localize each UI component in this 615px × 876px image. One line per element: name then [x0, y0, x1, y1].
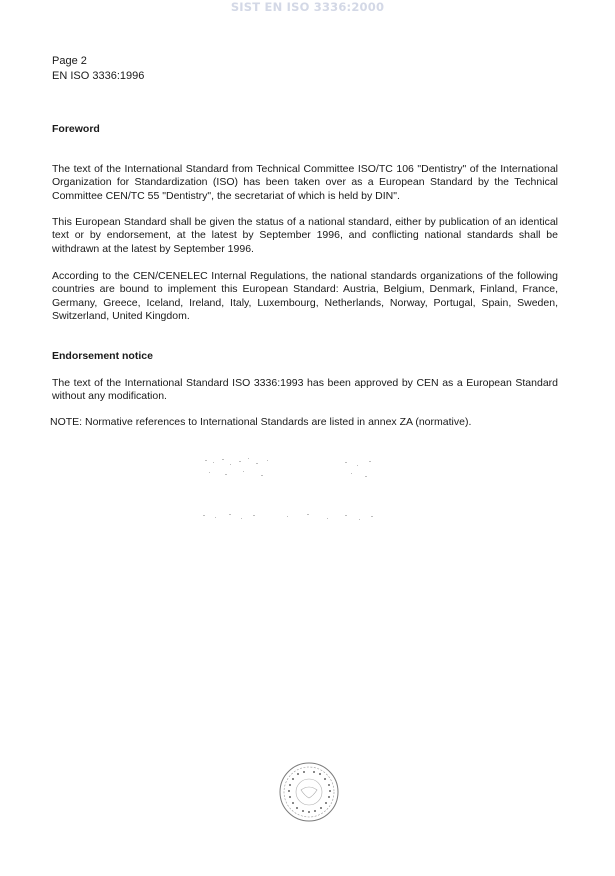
endorsement-heading: Endorsement notice — [52, 350, 153, 362]
page-number: Page 2 — [52, 55, 87, 67]
endorsement-paragraph: The text of the International Standard ISO 3336:1993 has been approved by CEN as a European Standard without any modification. — [52, 377, 558, 403]
page-header — [52, 54, 144, 83]
standard-reference: EN ISO 3336:1996 — [52, 69, 145, 82]
note: NOTE: Normative references to International Standards are listed in annex ZA (normative). — [50, 416, 472, 428]
scan-noise — [195, 452, 385, 542]
watermark: SIST EN ISO 3336:2000 — [230, 0, 385, 14]
foreword-paragraph-2: This European Standard shall be given the status of a national standard, either by publication of an identical text or by endorsement, at the latest by September 1996, and conflicting national standards shall be withdrawn at the latest by September 1996. — [52, 216, 558, 255]
foreword-paragraph-3: According to the CEN/CENELEC Internal Regulations, the national standards organizations of the following countries are bound to implement this European Standard: Austria, Belgium, Denmark, Finland, France, Germany, Greece, Iceland, Ireland, Italy, Luxembourg, Netherlands, Norway, Portugal, Spain, Sweden, Switzerland, United Kingdom. — [52, 270, 558, 323]
foreword-paragraph-1: The text of the International Standard from Technical Committee ISO/TC 106 "Dentistry" of the International Organization for Standardization (ISO) has been taken over as a European Standard by the Technical Committee CEN/TC 55 "Dentistry", the secretariat of which is held by DIN". — [52, 163, 558, 202]
foreword-heading: Foreword — [52, 123, 100, 135]
seal-stamp — [277, 760, 341, 824]
